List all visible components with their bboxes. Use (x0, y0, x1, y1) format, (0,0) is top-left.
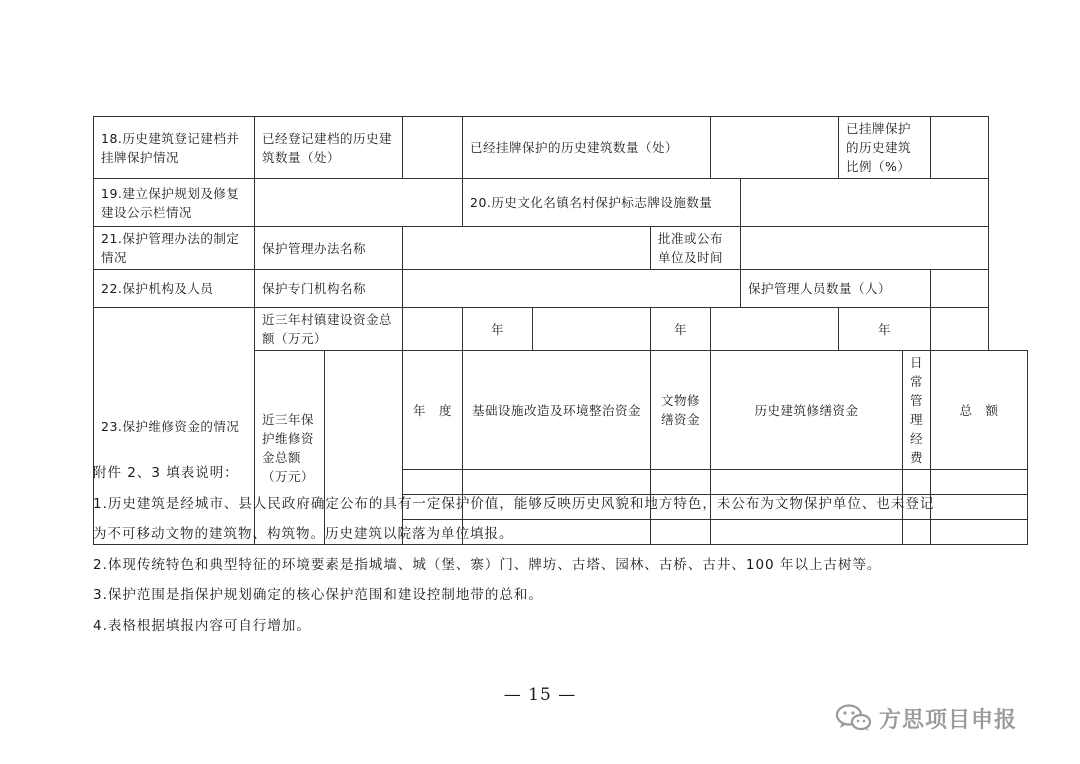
page-number: — 15 — (503, 685, 577, 705)
watermark (835, 702, 1017, 734)
plaqued-count-cell (711, 117, 839, 179)
row-18 (94, 117, 1028, 179)
note-1-line-2: 为不可移动文物的建筑物、构筑物。历史建筑以院落为单位填报。 (93, 526, 514, 542)
staff-count-label: 保护管理人员数量（人） (741, 270, 931, 308)
notes-title: 附件 2、3 填表说明： (93, 465, 239, 481)
row-19 (94, 179, 1028, 227)
year-1-unit: 年 (463, 308, 533, 351)
row-22 (94, 270, 1028, 308)
approval-cell (741, 227, 989, 270)
watermark-text: 方思项目申报 (879, 707, 1018, 733)
col-year-header: 年 度 (403, 351, 463, 470)
row-21 (94, 227, 1028, 270)
year-3-value (711, 308, 839, 351)
row-21-label: 21.保护管理办法的制定情况 (94, 227, 255, 270)
note-4: 4.表格根据填报内容可自行增加。 (93, 617, 311, 634)
sign-count-label: 20.历史文化名镇名村保护标志牌设施数量 (463, 179, 741, 227)
plaqued-ratio-cell (931, 117, 989, 179)
registered-count-label: 已经登记建档的历史建筑数量（处） (255, 117, 403, 179)
org-name-cell (403, 270, 741, 308)
row-23-label: 23.保护维修资金的情况 (94, 308, 255, 545)
col-hist-header: 历史建筑修缮资金 (711, 351, 903, 470)
plaqued-count-label: 已经挂牌保护的历史建筑数量（处） (463, 117, 711, 179)
col-relic-header: 文物修缮资金 (651, 351, 711, 470)
note-2: 2.体现传统特色和典型特征的环境要素是指城墙、城（堡、寨）门、牌坊、古塔、园林、古桥、古井、100 年以上古树等。 (93, 556, 882, 573)
approval-label: 批准或公布单位及时间 (651, 227, 741, 270)
regulation-name-label: 保护管理办法名称 (255, 227, 403, 270)
plaqued-ratio-label: 已挂牌保护的历史建筑比例（%） (839, 117, 931, 179)
col-daily-header: 日常管理经费 (903, 351, 931, 470)
filling-instructions (93, 458, 1013, 641)
staff-count-cell (931, 270, 989, 308)
org-name-label: 保护专门机构名称 (255, 270, 403, 308)
col-total-header: 总 额 (931, 351, 1028, 470)
year-3-extra (931, 308, 989, 351)
row-23-total (94, 308, 1028, 351)
note-3: 3.保护范围是指保护规划确定的核心保护范围和建设控制地带的总和。 (93, 587, 543, 603)
row-19-value-cell (255, 179, 463, 227)
year-1-value (403, 308, 463, 351)
regulation-name-cell (403, 227, 651, 270)
sign-count-cell (741, 179, 989, 227)
registered-count-cell (403, 117, 463, 179)
row-22-label: 22.保护机构及人员 (94, 270, 255, 308)
note-1-line-1: 1.历史建筑是经城市、县人民政府确定公布的具有一定保护价值，能够反映历史风貌和地方特色，未公布为文物保护单位、也未登记 (93, 495, 935, 512)
row-18-label: 18.历史建筑登记建档并挂牌保护情况 (94, 117, 255, 179)
year-2-value (533, 308, 651, 351)
maintenance-total-label: 近三年保护维修资金总额（万元） (255, 351, 325, 545)
year-3-unit: 年 (839, 308, 931, 351)
construction-total-label: 近三年村镇建设资金总额（万元） (255, 308, 403, 351)
year-2-unit: 年 (651, 308, 711, 351)
row-19-label: 19.建立保护规划及修复建设公示栏情况 (94, 179, 255, 227)
col-infra-header: 基础设施改造及环境整治资金 (463, 351, 651, 470)
wechat-icon (835, 703, 873, 733)
